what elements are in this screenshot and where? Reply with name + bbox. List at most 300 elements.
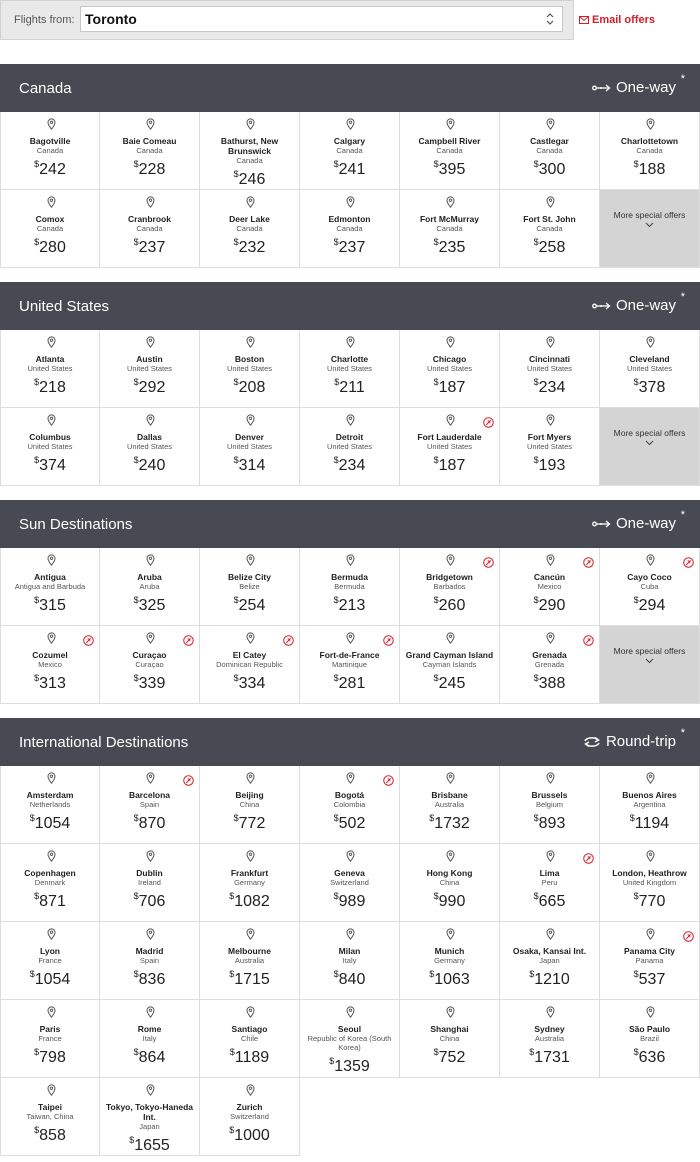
destination-city [102, 572, 197, 614]
currency-symbol: $ [533, 813, 539, 823]
destination-card[interactable] [200, 844, 300, 922]
map-pin-icon [246, 928, 255, 940]
destination-price [3, 670, 97, 692]
map-pin-icon [47, 414, 56, 426]
price-value: 260 [438, 597, 466, 614]
destination-price [3, 234, 97, 256]
destination-country: Canada [36, 224, 64, 233]
destination-price [502, 670, 597, 692]
currency-symbol: $ [533, 673, 539, 683]
destination-card[interactable] [400, 626, 500, 704]
destination-city [302, 790, 397, 832]
destination-city [3, 432, 97, 474]
currency-symbol: $ [533, 159, 539, 169]
section-header [0, 282, 700, 330]
destination-card[interactable] [0, 922, 100, 1000]
destination-card[interactable] [200, 1000, 300, 1078]
envelope-icon [579, 16, 589, 24]
city-name: Fort St. John [523, 214, 576, 224]
destination-card[interactable] [400, 112, 500, 190]
currency-symbol: $ [329, 1056, 335, 1066]
destination-card[interactable] [200, 922, 300, 1000]
destination-price [102, 156, 197, 178]
map-pin-icon [146, 1084, 155, 1096]
currency-symbol: $ [229, 891, 235, 901]
map-pin-icon [446, 850, 455, 862]
destination-card[interactable] [100, 330, 200, 408]
destination-card[interactable] [500, 1000, 600, 1078]
currency-symbol: $ [34, 1047, 40, 1057]
destination-price [202, 374, 297, 396]
destination-country: Panama [635, 956, 664, 965]
map-pin-icon [346, 1006, 355, 1018]
currency-symbol: $ [233, 813, 239, 823]
destination-card[interactable] [100, 766, 200, 844]
price-value: 870 [138, 815, 166, 832]
currency-symbol: $ [333, 455, 339, 465]
currency-symbol: $ [34, 673, 40, 683]
city-name: Aruba [137, 572, 162, 582]
city-name: Chicago [432, 354, 467, 364]
price-value: 665 [538, 893, 566, 910]
map-pin-icon [47, 336, 56, 348]
destination-card[interactable] [500, 766, 600, 844]
destination-price [402, 810, 497, 832]
map-pin-icon [146, 632, 155, 644]
city-name: Edmonton [328, 214, 371, 224]
currency-symbol: $ [133, 595, 139, 605]
destination-card[interactable] [600, 330, 700, 408]
destination-city [3, 650, 97, 692]
vacation-badge-icon [683, 557, 694, 568]
city-name: Calgary [333, 136, 366, 146]
currency-symbol: $ [333, 237, 339, 247]
currency-symbol: $ [429, 813, 435, 823]
vacation-badge-icon [383, 775, 394, 786]
destination-country: Canada [236, 156, 263, 165]
map-pin-icon [47, 554, 56, 566]
city-name: Rome [137, 1024, 162, 1034]
destination-section [0, 500, 700, 704]
destination-city [402, 1024, 497, 1066]
map-pin-icon [646, 850, 655, 862]
destination-card[interactable] [0, 1000, 100, 1078]
destination-country: Japan [139, 1122, 160, 1131]
destination-city [402, 214, 497, 256]
more-special-offers-button[interactable] [600, 190, 700, 268]
destination-price [402, 234, 497, 256]
destination-card[interactable] [100, 844, 200, 922]
destination-country: Cayman Islands [422, 660, 477, 669]
map-pin-icon [246, 1084, 255, 1096]
destination-card[interactable] [100, 548, 200, 626]
map-pin-icon [146, 772, 155, 784]
map-pin-icon [246, 772, 255, 784]
destination-price [602, 966, 697, 988]
price-value: 858 [39, 1127, 66, 1144]
destination-card[interactable] [300, 408, 400, 486]
currency-symbol: $ [433, 159, 439, 169]
destination-card[interactable] [400, 922, 500, 1000]
city-name: Paris [39, 1024, 61, 1034]
map-pin-icon [546, 554, 555, 566]
destination-card[interactable] [300, 330, 400, 408]
city-name: Milan [338, 946, 361, 956]
map-pin-icon [146, 850, 155, 862]
destination-price [202, 592, 297, 614]
footnote-asterisk: * [680, 509, 685, 521]
currency-symbol: $ [34, 891, 40, 901]
currency-symbol: $ [34, 595, 40, 605]
city-name: Charlotte [330, 354, 369, 364]
city-name: Austin [136, 354, 163, 364]
destination-card[interactable] [0, 408, 100, 486]
city-name: Seoul [337, 1024, 362, 1034]
destination-card[interactable] [200, 766, 300, 844]
select-arrows-icon [545, 10, 555, 28]
map-pin-icon [546, 632, 555, 644]
destination-price [502, 156, 597, 178]
destination-city [202, 1024, 297, 1066]
city-name: Beijing [235, 790, 264, 800]
destination-city [3, 1102, 97, 1144]
destination-city [402, 946, 497, 988]
map-pin-icon [246, 196, 255, 208]
map-pin-icon [146, 336, 155, 348]
price-value: 1715 [234, 971, 270, 988]
destination-city [402, 136, 497, 178]
destination-country: Canada [636, 146, 663, 155]
destination-card[interactable] [500, 922, 600, 1000]
currency-symbol: $ [133, 455, 139, 465]
destination-city [202, 868, 297, 910]
trip-type-label: One-way [615, 297, 676, 314]
destination-card[interactable] [0, 548, 100, 626]
currency-symbol: $ [34, 1125, 40, 1135]
map-pin-icon [47, 632, 56, 644]
destination-city [502, 214, 597, 256]
price-value: 752 [438, 1049, 466, 1066]
destination-price [402, 592, 497, 614]
vacation-badge-icon [583, 557, 594, 568]
city-name: Panama City [623, 946, 676, 956]
currency-symbol: $ [133, 1047, 139, 1057]
destination-country: Switzerland [330, 878, 369, 887]
destination-city [3, 572, 97, 614]
section-title: Sun Destinations [19, 516, 133, 533]
destination-card[interactable] [600, 1000, 700, 1078]
destination-card[interactable] [600, 548, 700, 626]
currency-symbol: $ [34, 237, 40, 247]
destination-price [302, 888, 397, 910]
destination-card[interactable] [600, 922, 700, 1000]
destination-country: United States [126, 442, 173, 451]
currency-symbol: $ [233, 169, 239, 179]
destination-card[interactable] [0, 1078, 100, 1156]
destination-card[interactable] [0, 190, 100, 268]
destination-country: China [439, 878, 460, 887]
destination-price [502, 452, 597, 474]
trip-type-indicator [592, 509, 685, 532]
map-pin-icon [246, 632, 255, 644]
map-pin-icon [47, 118, 56, 130]
map-pin-icon [546, 118, 555, 130]
currency-symbol: $ [233, 237, 239, 247]
destination-price [202, 888, 297, 910]
currency-symbol: $ [333, 159, 339, 169]
city-name: Atlanta [35, 354, 65, 364]
currency-symbol: $ [633, 377, 639, 387]
chevron-down-icon [645, 222, 654, 228]
map-pin-icon [246, 118, 255, 130]
destination-card[interactable] [500, 190, 600, 268]
destination-grid [0, 548, 700, 704]
destination-city [202, 650, 297, 692]
destination-card[interactable] [200, 548, 300, 626]
origin-select[interactable] [80, 6, 563, 32]
email-offers-link[interactable] [579, 14, 655, 26]
price-value: 254 [238, 597, 266, 614]
destination-country: Mexico [537, 582, 562, 591]
destination-city [302, 214, 397, 256]
destination-city [402, 354, 497, 396]
destination-city [402, 432, 497, 474]
city-name: London, Heathrow [612, 868, 687, 878]
currency-symbol: $ [133, 969, 139, 979]
city-name: Columbus [29, 432, 71, 442]
section-header [0, 718, 700, 766]
destination-card[interactable] [600, 766, 700, 844]
trip-type-indicator [592, 73, 685, 96]
destination-card[interactable] [100, 626, 200, 704]
destination-card[interactable] [200, 330, 300, 408]
price-value: 840 [338, 971, 366, 988]
destination-price [102, 592, 197, 614]
destination-card[interactable] [100, 190, 200, 268]
destination-country: Barbados [433, 582, 466, 591]
destination-city [302, 136, 397, 178]
destination-card[interactable] [500, 548, 600, 626]
destination-card[interactable] [400, 1000, 500, 1078]
price-value: 241 [338, 161, 366, 178]
destination-card[interactable] [0, 626, 100, 704]
destination-price [3, 452, 97, 474]
section-title: Canada [19, 80, 72, 97]
destination-price [102, 888, 197, 910]
currency-symbol: $ [233, 673, 239, 683]
map-pin-icon [346, 772, 355, 784]
destination-card[interactable] [600, 112, 700, 190]
price-value: 235 [438, 239, 466, 256]
map-pin-icon [646, 772, 655, 784]
destination-card[interactable] [100, 112, 200, 190]
map-pin-icon [546, 196, 555, 208]
destination-city [502, 868, 597, 910]
vacation-badge-icon [183, 635, 194, 646]
city-name: Frankfurt [230, 868, 269, 878]
map-pin-icon [446, 1006, 455, 1018]
destination-country: United States [426, 364, 473, 373]
price-value: 187 [438, 457, 466, 474]
destination-city [3, 868, 97, 910]
destination-card[interactable] [300, 1000, 400, 1078]
currency-symbol: $ [333, 891, 339, 901]
destination-price [3, 810, 97, 832]
price-value: 213 [338, 597, 366, 614]
price-value: 871 [39, 893, 66, 910]
price-value: 281 [338, 675, 366, 692]
destination-price [102, 452, 197, 474]
destination-card[interactable] [300, 844, 400, 922]
price-value: 339 [138, 675, 166, 692]
destination-price [402, 452, 497, 474]
destination-city [402, 572, 497, 614]
destination-card[interactable] [500, 844, 600, 922]
destination-card[interactable] [300, 190, 400, 268]
destination-country: Switzerland [230, 1112, 269, 1121]
price-value: 258 [538, 239, 566, 256]
destination-city [602, 136, 697, 178]
destination-card[interactable] [200, 626, 300, 704]
destination-country: Brazil [640, 1034, 659, 1043]
currency-symbol: $ [433, 455, 439, 465]
destination-card[interactable] [300, 548, 400, 626]
destination-city [502, 1024, 597, 1066]
price-value: 395 [438, 161, 466, 178]
destination-country: Ireland [138, 878, 161, 887]
more-special-offers-button[interactable] [600, 626, 700, 704]
destination-card[interactable] [100, 1000, 200, 1078]
chevron-down-icon [645, 658, 654, 664]
destination-country: Canada [536, 224, 563, 233]
vacation-badge-icon [683, 931, 694, 942]
destination-card[interactable] [600, 844, 700, 922]
destination-card[interactable] [400, 548, 500, 626]
city-name: El Catey [232, 650, 267, 660]
destination-card[interactable] [300, 922, 400, 1000]
destination-city [202, 946, 297, 988]
destination-price [202, 234, 297, 256]
destination-price [102, 810, 197, 832]
destination-price [302, 670, 397, 692]
map-pin-icon [446, 928, 455, 940]
destination-price [402, 966, 497, 988]
destination-card[interactable] [0, 844, 100, 922]
trip-type-indicator [582, 727, 685, 750]
footnote-asterisk: * [680, 727, 685, 739]
city-name: São Paulo [628, 1024, 671, 1034]
destination-card[interactable] [400, 330, 500, 408]
destination-city [202, 1102, 297, 1144]
destination-country: Canada [236, 224, 263, 233]
destination-card[interactable] [400, 844, 500, 922]
city-name: Dallas [136, 432, 163, 442]
destination-card[interactable] [400, 408, 500, 486]
destination-price [302, 374, 397, 396]
destination-price [302, 452, 397, 474]
map-pin-icon [246, 336, 255, 348]
destination-card[interactable] [0, 112, 100, 190]
destination-card[interactable] [500, 112, 600, 190]
destination-country: Colombia [333, 800, 366, 809]
map-pin-icon [546, 336, 555, 348]
currency-symbol: $ [433, 595, 439, 605]
destination-city [602, 1024, 697, 1066]
destination-card[interactable] [200, 112, 300, 190]
price-value: 772 [238, 815, 266, 832]
destination-price [102, 374, 197, 396]
destination-price [102, 1132, 197, 1154]
city-name: Bagotville [29, 136, 71, 146]
destination-card[interactable] [0, 766, 100, 844]
destination-country: France [38, 956, 62, 965]
city-name: Bridgetown [426, 572, 473, 582]
destination-card[interactable] [500, 626, 600, 704]
currency-symbol: $ [133, 377, 139, 387]
destination-card[interactable] [100, 922, 200, 1000]
destination-card[interactable] [500, 408, 600, 486]
destination-card[interactable] [300, 112, 400, 190]
price-value: 232 [238, 239, 266, 256]
destination-card[interactable] [200, 408, 300, 486]
destination-grid [0, 112, 700, 268]
destination-card[interactable] [100, 408, 200, 486]
destination-card[interactable] [300, 766, 400, 844]
destination-city [302, 868, 397, 910]
city-name: Bermuda [331, 572, 368, 582]
price-value: 246 [238, 171, 266, 188]
destination-card[interactable] [400, 766, 500, 844]
destination-card[interactable] [0, 330, 100, 408]
city-name: Campbell River [418, 136, 481, 146]
map-pin-icon [246, 414, 255, 426]
destination-price [102, 966, 197, 988]
map-pin-icon [546, 1006, 555, 1018]
footnote-asterisk: * [680, 73, 685, 85]
price-value: 1359 [334, 1058, 370, 1075]
destination-card[interactable] [200, 1078, 300, 1156]
currency-symbol: $ [533, 377, 539, 387]
destination-price [202, 810, 297, 832]
currency-symbol: $ [433, 237, 439, 247]
more-special-offers-button[interactable] [600, 408, 700, 486]
destination-city [202, 136, 297, 188]
currency-symbol: $ [133, 237, 139, 247]
destination-country: Martinique [331, 660, 368, 669]
destination-card[interactable] [400, 190, 500, 268]
destination-card[interactable] [500, 330, 600, 408]
map-pin-icon [246, 554, 255, 566]
destination-card[interactable] [100, 1078, 200, 1156]
map-pin-icon [446, 336, 455, 348]
city-name: Curaçao [132, 650, 167, 660]
price-value: 325 [138, 597, 166, 614]
destination-city [3, 1024, 97, 1066]
map-pin-icon [47, 1084, 56, 1096]
currency-symbol: $ [533, 237, 539, 247]
destination-card[interactable] [300, 626, 400, 704]
destination-price [502, 234, 597, 256]
destination-city [102, 790, 197, 832]
destination-card[interactable] [200, 190, 300, 268]
price-value: 1082 [234, 893, 270, 910]
section-title: United States [19, 298, 110, 315]
city-name: Osaka, Kansai Int. [512, 946, 587, 956]
destination-city [3, 214, 97, 256]
currency-symbol: $ [233, 377, 239, 387]
destination-country: Antigua and Barbuda [14, 582, 86, 591]
price-value: 240 [138, 457, 166, 474]
